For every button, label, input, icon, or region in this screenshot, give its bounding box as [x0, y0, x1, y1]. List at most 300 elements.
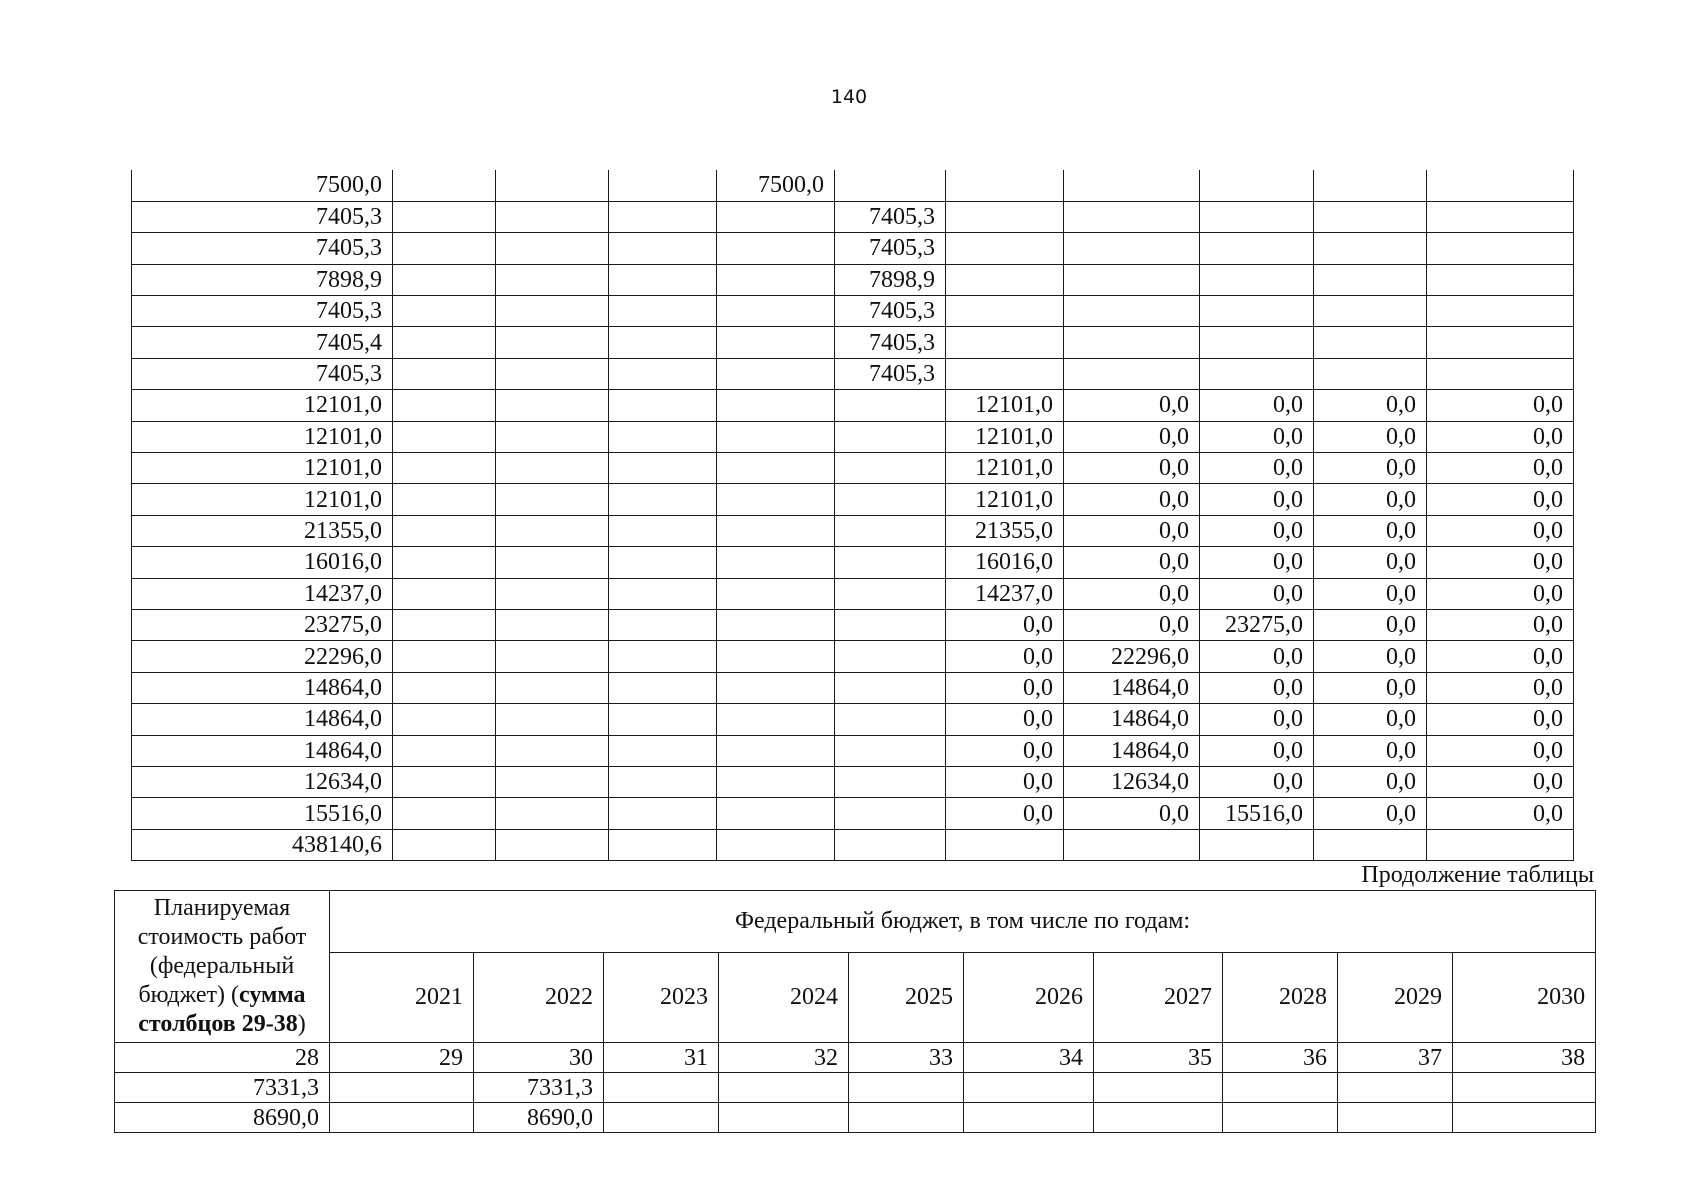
table-cell [393, 484, 496, 515]
table-cell [1427, 233, 1574, 264]
table-cell: 14864,0 [1064, 735, 1200, 766]
header-planned-cost-tail: ) [297, 1011, 306, 1037]
column-number: 29 [330, 1043, 474, 1073]
table-cell [1200, 201, 1314, 232]
table-cell [1427, 358, 1574, 389]
table-cell [849, 1073, 964, 1103]
table-cell [835, 609, 946, 640]
table-cell [946, 233, 1064, 264]
table-cell: 21355,0 [946, 515, 1064, 546]
table-cell [946, 358, 1064, 389]
table-cell [496, 704, 609, 735]
table-cell [496, 233, 609, 264]
table-cell: 0,0 [1064, 453, 1200, 484]
table-cell [946, 264, 1064, 295]
table-cell: 0,0 [1427, 798, 1574, 829]
table-cell [496, 201, 609, 232]
table-cell [1200, 264, 1314, 295]
table-cell [1427, 170, 1574, 201]
table-cell: 0,0 [946, 609, 1064, 640]
column-number-row [115, 1043, 1596, 1073]
table-cell [835, 390, 946, 421]
table-cell: 0,0 [1314, 735, 1427, 766]
table-cell [1200, 233, 1314, 264]
table-cell [717, 766, 835, 797]
table-cell [393, 798, 496, 829]
table-cell [717, 484, 835, 515]
column-number: 38 [1453, 1043, 1596, 1073]
table-cell: 0,0 [1427, 453, 1574, 484]
table-cell [1427, 327, 1574, 358]
table-cell: 7405,3 [132, 358, 393, 389]
table-cell: 0,0 [1427, 578, 1574, 609]
table-cell: 14864,0 [132, 704, 393, 735]
table-cell [496, 484, 609, 515]
table-cell [609, 233, 717, 264]
table-cell: 7405,3 [132, 201, 393, 232]
table-cell [393, 170, 496, 201]
table-cell: 0,0 [1314, 704, 1427, 735]
table-cell: 12101,0 [946, 484, 1064, 515]
table-cell [496, 327, 609, 358]
table-cell: 0,0 [1427, 484, 1574, 515]
table-cell: 23275,0 [1200, 609, 1314, 640]
table-cell [1453, 1073, 1596, 1103]
table-cell [1314, 264, 1427, 295]
table-cell: 0,0 [1200, 515, 1314, 546]
header-planned-cost-text: Планируемая стоимость работ (федеральный бюджет) ( [137, 895, 307, 1008]
table-cell [946, 829, 1064, 860]
table-cell [393, 766, 496, 797]
table-cell: 0,0 [946, 704, 1064, 735]
table-cell [393, 421, 496, 452]
table-cell: 7405,3 [835, 233, 946, 264]
table-cell [717, 296, 835, 327]
table-cell: 0,0 [1314, 421, 1427, 452]
table-cell: 7331,3 [115, 1073, 330, 1103]
table-cell: 16016,0 [132, 547, 393, 578]
table-cell: 0,0 [1064, 484, 1200, 515]
table-cell [717, 547, 835, 578]
table-cell [1064, 358, 1200, 389]
table-cell [835, 672, 946, 703]
table-cell [393, 515, 496, 546]
column-number: 34 [964, 1043, 1094, 1073]
table-cell [496, 264, 609, 295]
table-cell [393, 735, 496, 766]
table-cell: 0,0 [1200, 672, 1314, 703]
table-cell [1314, 296, 1427, 327]
table-cell [717, 735, 835, 766]
table-cell: 7405,4 [132, 327, 393, 358]
table-cell: 0,0 [1200, 766, 1314, 797]
table-cell [496, 515, 609, 546]
table-cell [835, 578, 946, 609]
table-cell: 15516,0 [132, 798, 393, 829]
table-cell: 22296,0 [132, 641, 393, 672]
table-cell: 0,0 [1314, 609, 1427, 640]
table-cell: 0,0 [1314, 766, 1427, 797]
table-cell [717, 264, 835, 295]
table-cell [849, 1103, 964, 1133]
table-row [132, 264, 1574, 295]
table-continuation-label: Продолжение таблицы [1361, 862, 1594, 888]
table-cell [393, 233, 496, 264]
table-row [132, 515, 1574, 546]
table-row [132, 641, 1574, 672]
table-row [132, 484, 1574, 515]
table-cell: 7331,3 [474, 1073, 604, 1103]
table-cell [609, 798, 717, 829]
table-cell: 0,0 [1314, 453, 1427, 484]
table-cell [609, 578, 717, 609]
table-row [132, 201, 1574, 232]
table-cell: 0,0 [1427, 766, 1574, 797]
table-cell [496, 641, 609, 672]
table-cell [1338, 1073, 1453, 1103]
header-year: 2024 [719, 953, 849, 1043]
table-row [132, 390, 1574, 421]
table-cell [496, 296, 609, 327]
table-cell [1453, 1103, 1596, 1133]
table-cell [835, 704, 946, 735]
table-cell [1200, 327, 1314, 358]
table-cell [1427, 296, 1574, 327]
table-cell [1064, 829, 1200, 860]
table-cell [1064, 201, 1200, 232]
table-cell [1314, 829, 1427, 860]
table-cell [717, 201, 835, 232]
table-cell: 0,0 [1200, 641, 1314, 672]
table-cell: 0,0 [946, 641, 1064, 672]
table-cell [835, 421, 946, 452]
table-row [115, 1103, 1596, 1133]
table-cell: 0,0 [1314, 672, 1427, 703]
table-cell: 8690,0 [115, 1103, 330, 1133]
table-cell: 14864,0 [1064, 672, 1200, 703]
table-cell: 0,0 [1314, 547, 1427, 578]
table-row [132, 609, 1574, 640]
table-cell: 12101,0 [132, 484, 393, 515]
table-row [132, 358, 1574, 389]
header-year: 2030 [1453, 953, 1596, 1043]
table-cell [1223, 1073, 1338, 1103]
table-row [132, 735, 1574, 766]
table-cell [1427, 201, 1574, 232]
table-cell [609, 264, 717, 295]
table-cell [393, 704, 496, 735]
table-cell [496, 609, 609, 640]
table-cell: 7405,3 [835, 358, 946, 389]
table-cell [393, 264, 496, 295]
table-cell [609, 201, 717, 232]
table-cell: 7500,0 [132, 170, 393, 201]
column-number: 35 [1094, 1043, 1223, 1073]
table-cell [717, 390, 835, 421]
table-cell [1338, 1103, 1453, 1133]
table-cell [717, 233, 835, 264]
table-cell: 15516,0 [1200, 798, 1314, 829]
table-cell [330, 1073, 474, 1103]
table-cell [393, 547, 496, 578]
table-cell [717, 578, 835, 609]
table-cell [609, 672, 717, 703]
header-planned-cost [115, 891, 330, 1043]
table-row [132, 547, 1574, 578]
table-cell [1314, 201, 1427, 232]
table-cell [946, 201, 1064, 232]
table-cell [717, 358, 835, 389]
table-cell [496, 453, 609, 484]
table-cell [1064, 264, 1200, 295]
table-cell [835, 170, 946, 201]
table-cell: 0,0 [1064, 609, 1200, 640]
table-cell: 7898,9 [835, 264, 946, 295]
table-cell [496, 547, 609, 578]
table-cell [946, 170, 1064, 201]
table-cell [496, 735, 609, 766]
header-federal-budget: Федеральный бюджет, в том числе по годам: [330, 891, 1596, 953]
table-cell [835, 766, 946, 797]
table-cell [496, 170, 609, 201]
table-cell [496, 672, 609, 703]
table-cell [496, 421, 609, 452]
table-cell: 0,0 [946, 672, 1064, 703]
budget-table-bottom-body [115, 1073, 1596, 1133]
table-cell: 0,0 [1200, 390, 1314, 421]
table-cell [717, 704, 835, 735]
table-cell: 7405,3 [835, 327, 946, 358]
table-cell [330, 1103, 474, 1133]
table-cell: 0,0 [1314, 390, 1427, 421]
table-cell [609, 735, 717, 766]
table-row [132, 170, 1574, 201]
table-cell [1200, 296, 1314, 327]
table-cell: 0,0 [1064, 421, 1200, 452]
table-cell: 23275,0 [132, 609, 393, 640]
table-cell [1200, 358, 1314, 389]
table-cell [1314, 327, 1427, 358]
table-row [132, 578, 1574, 609]
table-cell [835, 547, 946, 578]
table-cell: 0,0 [1427, 547, 1574, 578]
table-cell: 14864,0 [132, 672, 393, 703]
table-cell [393, 327, 496, 358]
table-cell [496, 358, 609, 389]
table-cell [717, 327, 835, 358]
table-cell: 7898,9 [132, 264, 393, 295]
table-cell: 0,0 [1064, 578, 1200, 609]
table-cell [496, 798, 609, 829]
table-cell [609, 390, 717, 421]
table-cell: 438140,6 [132, 829, 393, 860]
header-year: 2028 [1223, 953, 1338, 1043]
table-cell: 12101,0 [132, 390, 393, 421]
table-cell [393, 641, 496, 672]
table-row [132, 829, 1574, 860]
table-cell: 0,0 [1200, 484, 1314, 515]
table-cell: 0,0 [1314, 578, 1427, 609]
header-year: 2021 [330, 953, 474, 1043]
table-cell [393, 578, 496, 609]
table-cell [496, 766, 609, 797]
table-cell: 12101,0 [946, 421, 1064, 452]
header-row-group [115, 891, 1596, 953]
table-cell [1314, 170, 1427, 201]
column-number: 33 [849, 1043, 964, 1073]
budget-table-bottom [114, 890, 1596, 1133]
budget-table-top [131, 170, 1574, 861]
table-cell [719, 1103, 849, 1133]
table-cell: 0,0 [1427, 421, 1574, 452]
column-number: 28 [115, 1043, 330, 1073]
table-cell [1223, 1103, 1338, 1133]
table-cell: 14864,0 [132, 735, 393, 766]
table-cell [835, 515, 946, 546]
table-cell: 0,0 [1427, 390, 1574, 421]
header-year: 2025 [849, 953, 964, 1043]
table-row [132, 233, 1574, 264]
table-cell [1200, 829, 1314, 860]
table-cell [609, 547, 717, 578]
table-cell [835, 641, 946, 672]
table-cell: 0,0 [1200, 421, 1314, 452]
table-cell [609, 421, 717, 452]
table-cell [609, 704, 717, 735]
table-cell [1314, 233, 1427, 264]
table-cell [393, 829, 496, 860]
table-cell [609, 829, 717, 860]
table-cell: 0,0 [1200, 578, 1314, 609]
table-row [132, 704, 1574, 735]
table-cell [1064, 327, 1200, 358]
header-row-years [115, 953, 1596, 1043]
column-number: 37 [1338, 1043, 1453, 1073]
table-cell: 7405,3 [132, 233, 393, 264]
column-number: 31 [604, 1043, 719, 1073]
table-cell [717, 421, 835, 452]
column-number: 36 [1223, 1043, 1338, 1073]
table-cell: 0,0 [1427, 641, 1574, 672]
table-cell [717, 829, 835, 860]
table-cell: 7500,0 [717, 170, 835, 201]
table-cell [835, 735, 946, 766]
table-cell [946, 327, 1064, 358]
table-cell: 7405,3 [132, 296, 393, 327]
table-cell [393, 296, 496, 327]
table-cell: 14237,0 [946, 578, 1064, 609]
table-cell [609, 296, 717, 327]
table-row [132, 672, 1574, 703]
table-cell [1427, 264, 1574, 295]
table-cell: 14864,0 [1064, 704, 1200, 735]
table-cell [496, 578, 609, 609]
table-cell [717, 672, 835, 703]
table-cell [1064, 170, 1200, 201]
table-cell [717, 609, 835, 640]
table-cell [964, 1073, 1094, 1103]
column-number: 30 [474, 1043, 604, 1073]
table-cell [835, 798, 946, 829]
header-year: 2029 [1338, 953, 1453, 1043]
table-cell: 0,0 [1200, 704, 1314, 735]
table-cell: 0,0 [1427, 735, 1574, 766]
table-cell [609, 515, 717, 546]
table-cell [719, 1073, 849, 1103]
table-cell: 12634,0 [1064, 766, 1200, 797]
table-cell: 0,0 [1427, 515, 1574, 546]
table-row [132, 766, 1574, 797]
table-cell: 0,0 [1427, 704, 1574, 735]
table-cell: 7405,3 [835, 201, 946, 232]
table-cell: 0,0 [1064, 515, 1200, 546]
table-cell: 21355,0 [132, 515, 393, 546]
header-year: 2026 [964, 953, 1094, 1043]
table-cell [609, 327, 717, 358]
table-cell [717, 798, 835, 829]
table-cell [393, 672, 496, 703]
table-cell: 0,0 [1314, 515, 1427, 546]
table-cell: 0,0 [1314, 484, 1427, 515]
table-cell [946, 296, 1064, 327]
table-cell [609, 484, 717, 515]
table-row [132, 327, 1574, 358]
table-cell [393, 390, 496, 421]
table-cell [609, 358, 717, 389]
table-cell: 8690,0 [474, 1103, 604, 1133]
table-cell: 0,0 [1200, 453, 1314, 484]
table-cell [604, 1103, 719, 1133]
table-cell: 0,0 [1064, 390, 1200, 421]
column-number: 32 [719, 1043, 849, 1073]
table-cell [609, 766, 717, 797]
table-cell [1427, 829, 1574, 860]
table-cell [496, 390, 609, 421]
table-cell [1094, 1073, 1223, 1103]
header-planned-cost-bold: сумма столбцов 29-38 [138, 982, 306, 1037]
table-cell [717, 515, 835, 546]
table-cell [393, 358, 496, 389]
table-cell [609, 170, 717, 201]
table-cell [609, 609, 717, 640]
table-row [132, 296, 1574, 327]
table-cell [393, 453, 496, 484]
page-number: 140 [830, 86, 868, 108]
table-cell: 0,0 [1427, 672, 1574, 703]
table-cell: 0,0 [946, 735, 1064, 766]
table-cell: 0,0 [946, 766, 1064, 797]
table-cell [835, 484, 946, 515]
table-cell [1200, 170, 1314, 201]
table-cell: 12101,0 [132, 421, 393, 452]
table-cell: 12101,0 [132, 453, 393, 484]
table-row [132, 453, 1574, 484]
table-cell [835, 829, 946, 860]
table-row [132, 798, 1574, 829]
table-cell [1064, 233, 1200, 264]
table-cell: 7405,3 [835, 296, 946, 327]
table-cell: 0,0 [946, 798, 1064, 829]
table-cell [1064, 296, 1200, 327]
table-cell: 0,0 [1200, 735, 1314, 766]
header-year: 2022 [474, 953, 604, 1043]
table-cell [393, 201, 496, 232]
table-cell [393, 609, 496, 640]
table-cell: 0,0 [1314, 641, 1427, 672]
table-row [132, 421, 1574, 452]
table-cell: 12634,0 [132, 766, 393, 797]
table-cell: 12101,0 [946, 453, 1064, 484]
